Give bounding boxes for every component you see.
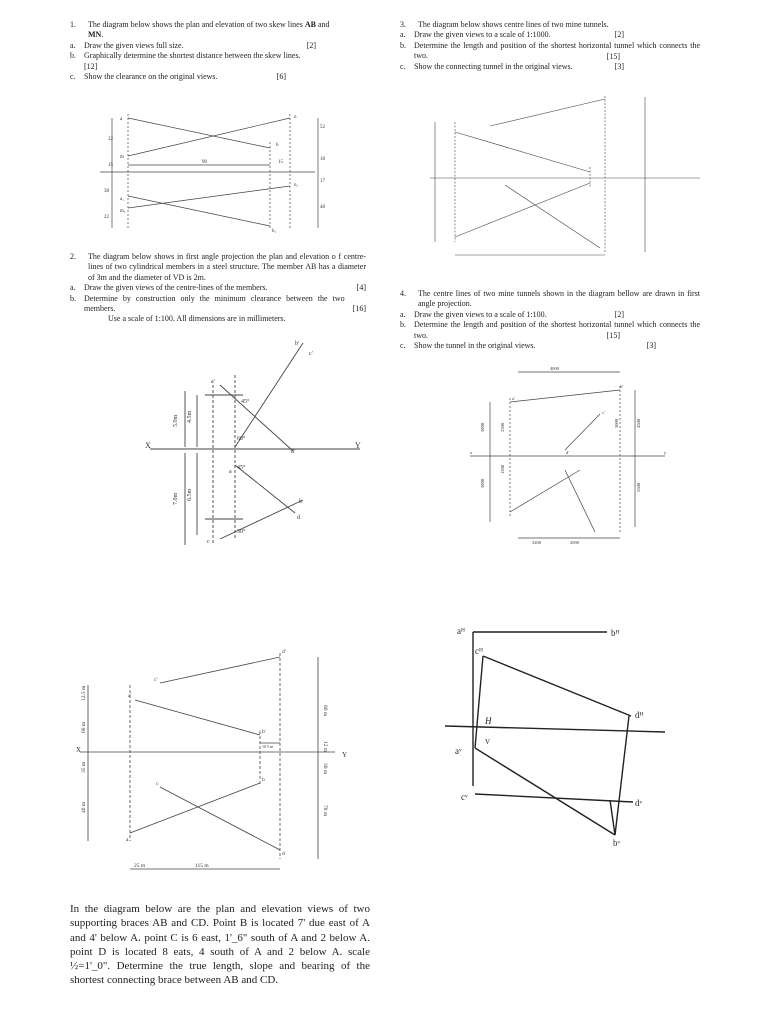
part-letter: a. (400, 309, 406, 319)
part-letter: c. (400, 62, 406, 72)
dim-label: 38 (104, 189, 109, 194)
mine-tunnel-diagram-small (420, 92, 700, 272)
conjunction: and (317, 20, 330, 29)
dim-label: 15 (108, 163, 113, 168)
dim-label: 2500 (500, 423, 505, 432)
dim-label: 60 m (81, 721, 87, 733)
point-label: b' (262, 729, 266, 735)
question-number: 2. (70, 252, 76, 261)
line-mn-label: MN (88, 30, 102, 40)
question-part (70, 72, 366, 82)
point-label: n (294, 115, 297, 120)
point-label: d (282, 851, 285, 857)
point-label: c' (154, 677, 158, 683)
part-text: Determine the length and position of the shortest horizontal tunnel which connects the two. (414, 320, 700, 340)
part-marks: [2] (306, 40, 316, 50)
part-letter: b. (400, 40, 406, 50)
point-label: m₁ (120, 209, 126, 214)
question-part (400, 41, 700, 62)
point-label: a (120, 117, 123, 122)
point-label: b₁ (272, 229, 277, 234)
dim-label: 4000 (550, 366, 559, 371)
part-text: Show the tunnel in the original views. (414, 341, 536, 351)
point-label: cᴴ (475, 646, 483, 656)
part-marks: [4] (356, 283, 366, 293)
point-label: b' (295, 341, 300, 347)
part-letter: c. (70, 72, 76, 82)
question-part (400, 320, 700, 341)
dim-label: 5500 (636, 483, 641, 492)
plane-label: V (485, 738, 491, 746)
dim-label: 10.5 m (262, 744, 274, 749)
part-text: Graphically determine the shortest distance between the skew lines. [12] (84, 51, 301, 71)
dim-label: 12 m (322, 741, 328, 753)
point-label: d' (566, 450, 570, 455)
part-letter: b. (70, 51, 76, 61)
point-label: c' (309, 351, 313, 357)
question-2 (70, 252, 366, 325)
dim-label: 7.0m (173, 492, 179, 505)
part-text: Determine the length and position of the shortest horizontal tunnel which connects the two. (414, 40, 700, 61)
line-ab-label: AB (304, 20, 316, 29)
axis-label: Y (355, 441, 361, 450)
mine-tunnel-diagram-large (70, 645, 370, 875)
point-label: a' (211, 379, 215, 385)
point-label: bᵛ (613, 838, 621, 848)
question-part (400, 30, 700, 40)
question-part (400, 341, 700, 351)
question-part (70, 294, 366, 315)
question-part (70, 51, 366, 72)
point-label: bᴴ (611, 628, 620, 638)
question-3 (400, 20, 700, 72)
point-label: n₁ (294, 183, 299, 188)
part-text: Show the connecting tunnel in the original views. (414, 62, 573, 72)
dim-label: 3000 (480, 423, 485, 432)
part-marks: [16] (352, 304, 366, 314)
part-marks: [3] (614, 62, 624, 72)
steel-structure-diagram (145, 335, 365, 555)
angle-label: 60° (237, 436, 246, 442)
dim-label: 30 m (322, 763, 328, 775)
part-marks: [6] (276, 72, 286, 82)
dim-label: 3000 (480, 479, 485, 488)
part-text: Draw the given views to a scale of 1:100. (414, 309, 547, 319)
question-part (70, 283, 366, 293)
dim-label: 4500 (636, 419, 641, 428)
point-label: b' (620, 384, 624, 389)
point-label: aᴴ (457, 626, 465, 636)
question-stem: The centre lines of two mine tunnels shown in the diagram bellow are drawn in first angle projection. (418, 289, 700, 309)
part-letter: a. (70, 283, 76, 293)
point-label: a' (512, 396, 515, 401)
point-label: dᵛ (635, 798, 643, 808)
part-text: Draw the given views full size. (84, 40, 184, 50)
dim-label: 35 m (81, 761, 87, 773)
dim-label: 15 (278, 160, 283, 165)
point-label: dᴴ (635, 710, 644, 720)
part-marks: [15] (606, 331, 620, 341)
part-marks: [3] (646, 341, 656, 351)
point-label: b (276, 143, 279, 148)
question-part (400, 310, 700, 320)
point-label: a₁ (120, 197, 124, 202)
part-letter: c. (400, 341, 406, 351)
question-stem: The diagram below shows centre lines of two mine tunnels. (418, 20, 609, 29)
dim-label: 115 m (195, 863, 209, 869)
plane-label: H (485, 716, 492, 726)
angle-label: 30° (237, 529, 246, 535)
question-number: 1. (70, 20, 76, 29)
part-marks: [2] (614, 30, 624, 40)
part-marks: [12] (84, 61, 98, 71)
dim-label: 22 (104, 215, 109, 220)
dim-label: 1500 (500, 465, 505, 474)
dim-label: 17 (320, 179, 325, 184)
scale-note: Use a scale of 1:100. All dimensions are in millimeters. (108, 314, 286, 324)
point-label: a (126, 837, 129, 843)
point-label: m (120, 155, 124, 160)
angle-label: 45° (241, 399, 250, 405)
dim-label: 5.0m (173, 414, 179, 427)
point-label: c' (602, 410, 605, 415)
question-part (400, 62, 700, 72)
mine-tunnel-diagram-q4 (470, 362, 690, 552)
question-stem: The diagram below shows in first angle projection the plan and elevation o f centre-lines of two cylindrical members in a steel structure. The member AB has a diameter of 3m and the diameter of VD is 2m. (88, 252, 366, 282)
dim-label: 6.5m (187, 488, 193, 501)
part-text: Draw the given views of the centre-lines of the members. (84, 283, 268, 293)
point-label: c (207, 539, 210, 545)
question-stem: The diagram below shows the plan and elevation of two skew lines (88, 20, 303, 29)
dim-label: 40 m (81, 801, 87, 813)
point-label: d (297, 515, 300, 521)
braces-sketch-diagram (445, 620, 665, 850)
part-marks: [15] (606, 51, 620, 61)
point-label: b (299, 499, 302, 505)
question-4 (400, 289, 700, 352)
skew-lines-diagram (90, 108, 330, 238)
point-label: c (156, 781, 159, 787)
dim-label: 52 (320, 125, 325, 130)
dim-label: 3000 (614, 419, 619, 428)
question-1: 1. The diagram below shows the plan and elevation of two skew lines AB and MN. a. Draw the given views full size. [2] b. Graphically determine the shortest distance between the skew lines. [12] c. Show the clearance on the original views. [6] (70, 20, 366, 82)
axis-label: y (664, 450, 667, 455)
part-letter: a. (70, 40, 76, 50)
point-label: aᵛ (455, 746, 462, 756)
part-marks: [2] (614, 309, 624, 319)
axis-label: X (76, 746, 82, 754)
dim-label: 22 (108, 137, 113, 142)
angle-label: 45° (237, 465, 246, 471)
dim-label: 4.5m (187, 410, 193, 423)
part-text: Determine by construction only the minimum clearance between the two members. (84, 293, 345, 314)
dim-label: 70 m (322, 805, 328, 817)
part-text: Show the clearance on the original views. (84, 72, 218, 82)
point-label: b (262, 777, 265, 783)
point-label: cᵛ (461, 792, 468, 802)
axis-label: Y (342, 751, 348, 759)
dim-label: 3200 (532, 540, 541, 545)
dim-label: 80 m (322, 705, 328, 717)
part-letter: b. (400, 320, 406, 330)
braces-question: In the diagram below are the plan and elevation views of two supporting braces AB and CD. Point B is located 7' due east of A and 4' below A. point C is 6 east, 1'_6" south of A and 2 below A. point D is located 8 eats, 4 south of A and 2 below A. scale ½=1'_0". Determine the true length, slope and bearing of the shortest connecting brace between AB and CD. (70, 903, 370, 987)
part-text: Draw the given views to a scale of 1:1000. (414, 30, 551, 40)
point-label: a (229, 469, 232, 475)
point-label: a' (128, 693, 132, 699)
dim-label: 48 (320, 205, 325, 210)
dim-label: 25 m (134, 863, 146, 869)
dim-label: 2000 (570, 540, 579, 545)
dim-label: 18 (320, 157, 325, 162)
dim-label: 90 (202, 160, 207, 165)
part-letter: a. (400, 30, 406, 40)
part-letter: b. (70, 293, 76, 303)
axis-label: X (145, 441, 151, 450)
point-label: d' (282, 649, 286, 655)
question-number: 3. (400, 20, 406, 29)
dim-label: 12.5 m (81, 685, 87, 701)
question-number: 4. (400, 289, 406, 298)
question-part (70, 41, 366, 51)
point-label: d' (291, 449, 296, 455)
axis-label: x (470, 450, 473, 455)
